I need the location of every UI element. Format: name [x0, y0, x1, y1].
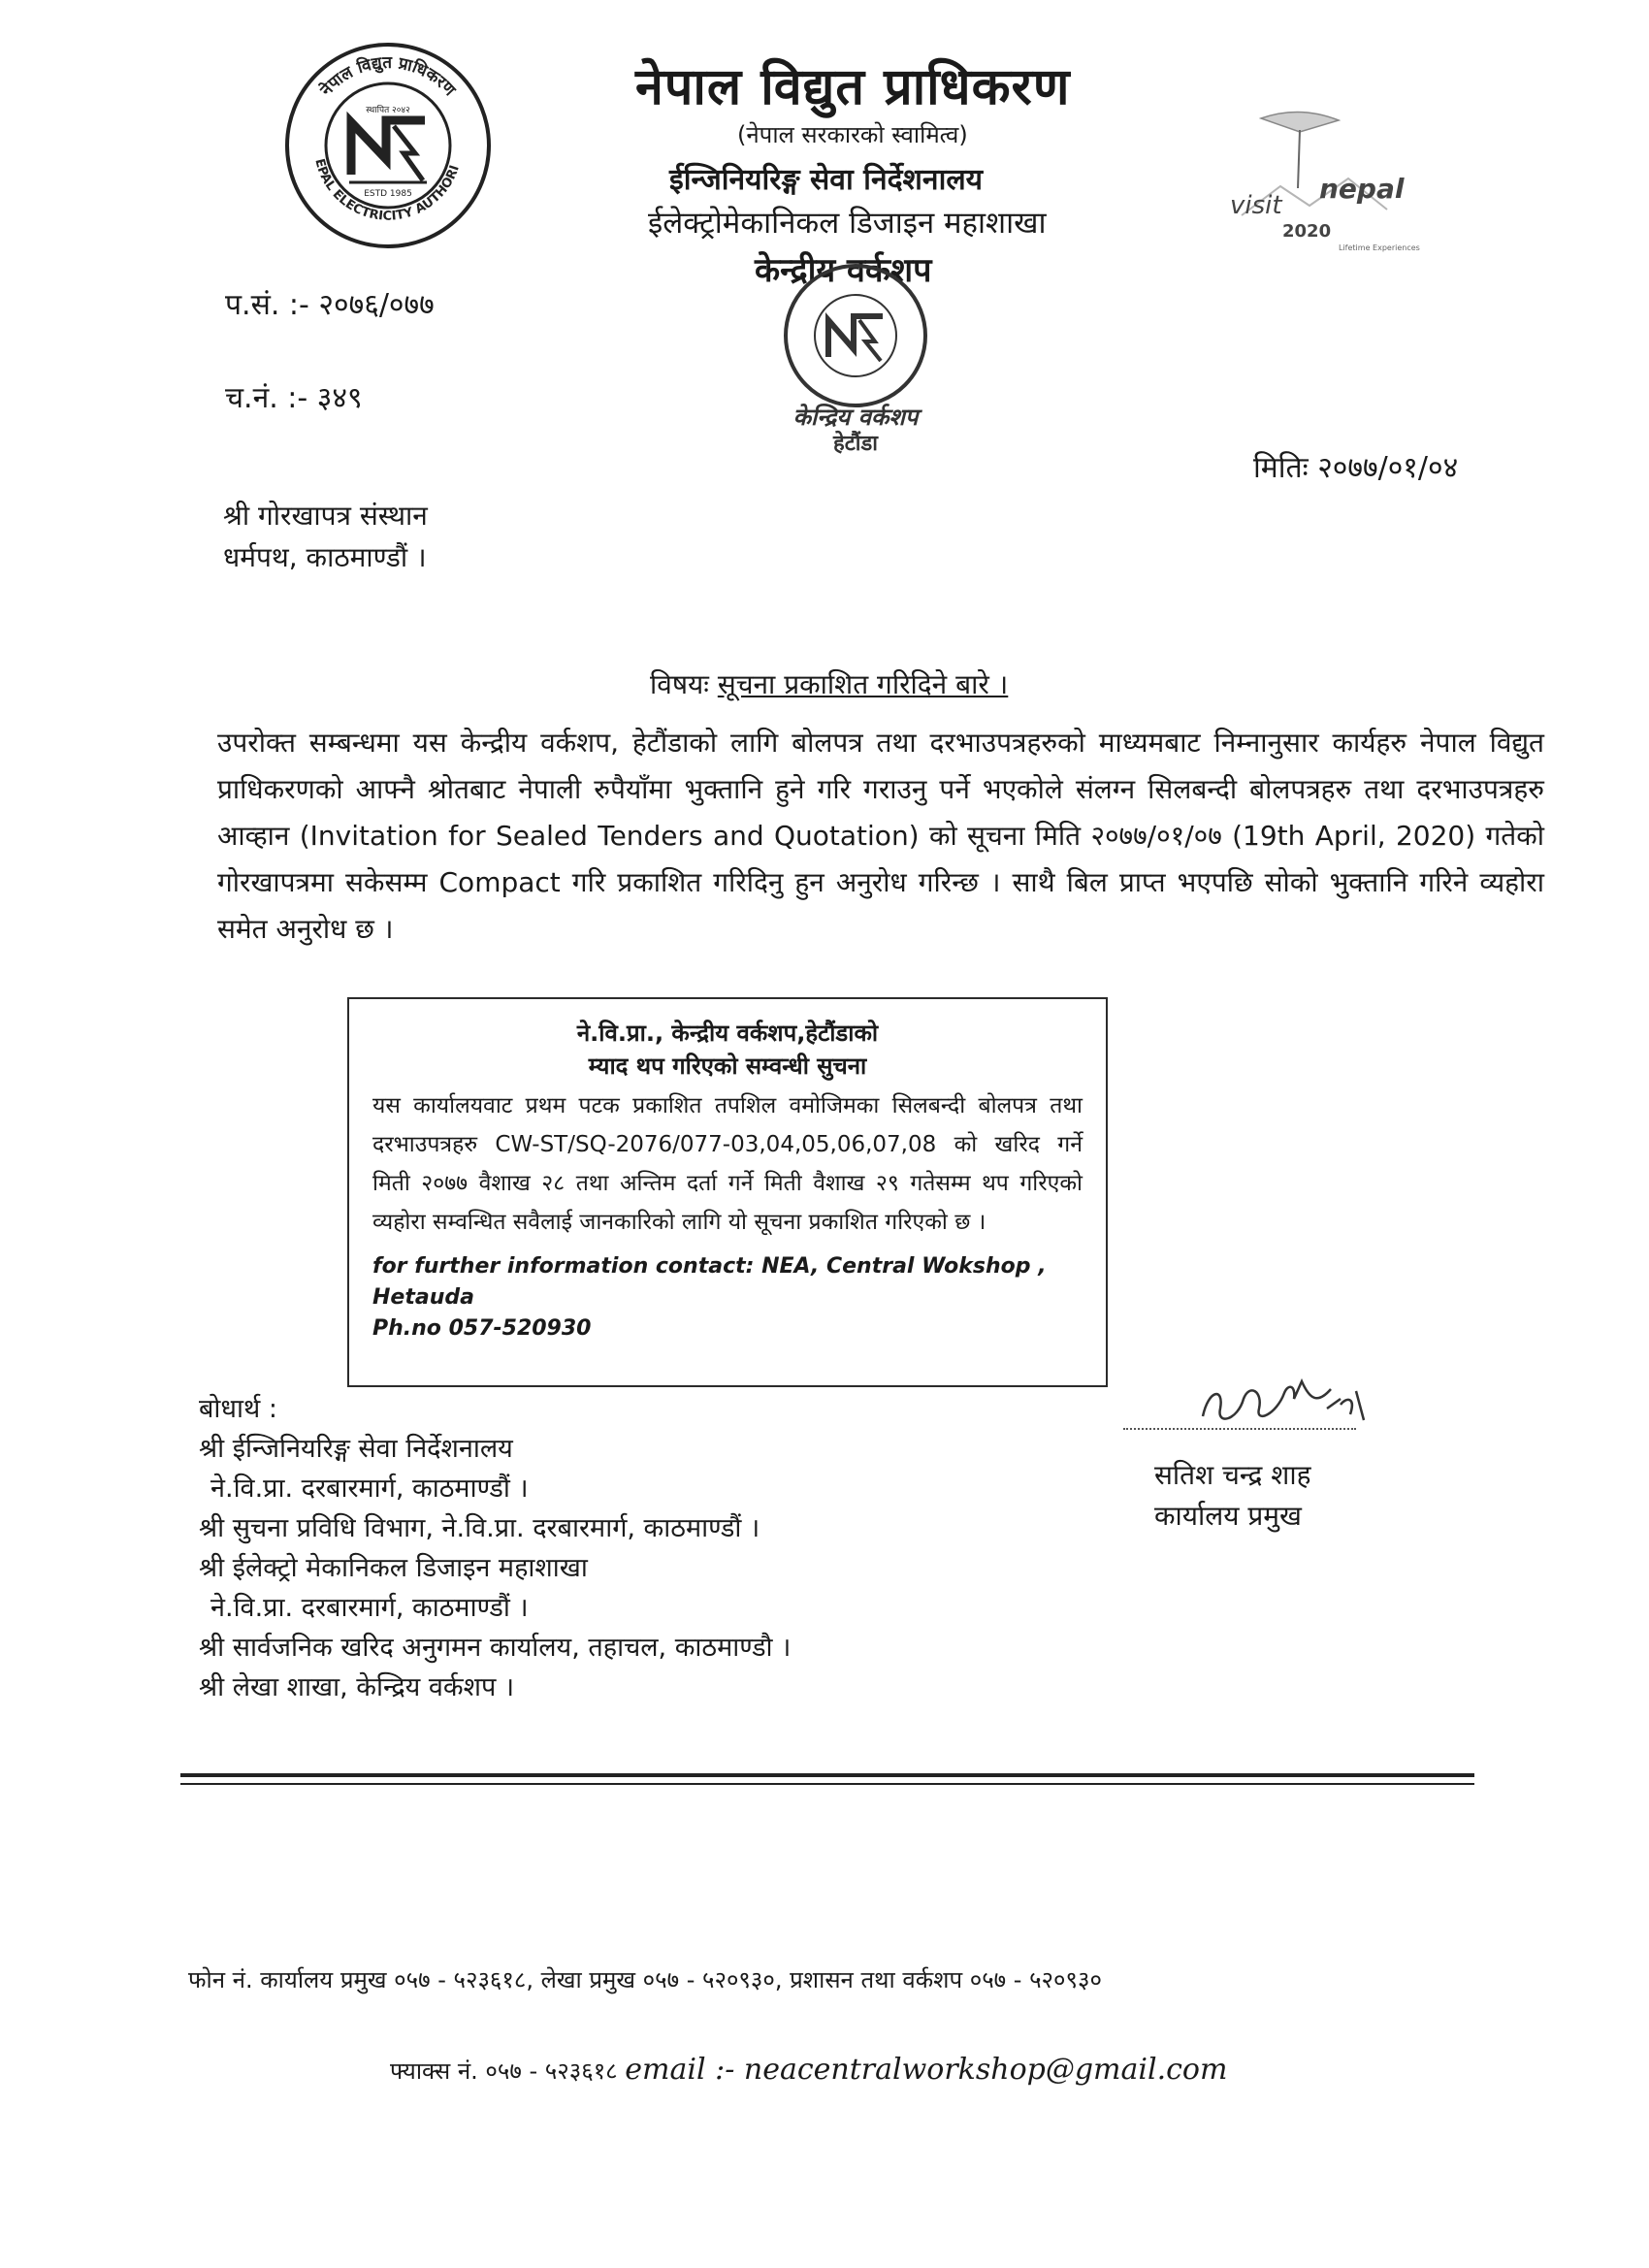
date-value: २०७७/०१/०४: [1317, 451, 1459, 485]
recipient-line2: धर्मपथ, काठमाण्डौं ।: [223, 541, 427, 573]
notice-box: [347, 997, 1108, 1387]
seal-line2: हेटौंडा: [833, 432, 878, 454]
recipient-line1: श्री गोरखापत्र संस्थान: [223, 500, 428, 532]
lightning-icon: [394, 126, 423, 180]
subject-label: विषयः: [650, 668, 709, 700]
logo-estd: ESTD 1985: [364, 189, 412, 199]
notice-contact-1: for further information contact: NEA, Central Wokshop , Hetauda: [372, 1254, 1047, 1310]
org-ownership: (नेपाल सरकारको स्वामित्व): [737, 121, 968, 148]
reference-number: [225, 283, 435, 323]
nea-logo: [281, 39, 495, 252]
recipient-address: [223, 495, 428, 578]
visit-tagline: Lifetime Experiences: [1339, 243, 1420, 252]
visit-nepal-logo: [1222, 109, 1436, 283]
body-paragraph: उपरोक्त सम्बन्धमा यस केन्द्रीय वर्कशप, हेटौंडाको लागि बोलपत्र तथा दरभाउपत्रहरुको माध्यमबाट निम्नानुसार कार्यहरु नेपाल विद्युत प्राधिकरणको आफ्नै श्रोतबाट नेपाली रुपैयाँमा भुक्तानि हुने गरि गराउनु पर्ने भएकोले संलग्न सिलबन्दी बोलपत्रहरु तथा दरभाउपत्रहरु आव्हान (Invitation for Sealed Tenders and Quotation) को सूचना मिति २०७७/०१/०७ (19th April, 2020) गतेको गोरखापत्रमा सकेसम्म Compact गरि प्रकाशित गरिदिनु हुन अनुरोध गरिन्छ । साथै बिल प्राप्त भएपछि सोको भुक्तानि गरिने व्यहोरा समेत अनुरोध छ ।: [217, 727, 1544, 945]
signature-line: [1123, 1428, 1356, 1430]
dispatch-number: [225, 376, 363, 416]
cc-line: श्री सार्वजनिक खरिद अनुगमन कार्यालय, तहाचल, काठमाण्डौ ।: [199, 1633, 792, 1663]
workshop-name: केन्द्रीय वर्कशप: [755, 251, 932, 290]
seal-line1: केन्द्रिय वर्कशप: [792, 404, 919, 431]
letter-body: [217, 720, 1544, 953]
signatory-title: कार्यालय प्रमुख: [1154, 1500, 1302, 1532]
branch-name: ईलेक्ट्रोमेकानिकल डिजाइन महाशाखा: [648, 206, 1047, 241]
footer-divider: [180, 1773, 1474, 1777]
notice-title-1: ने.वि.प्रा., केन्द्रीय वर्कशप,हेटौंडाको: [576, 1020, 879, 1047]
cc-list: [199, 1389, 791, 1707]
footer-divider-thin: [180, 1783, 1474, 1785]
ref-value: २०७६/०७७: [318, 288, 435, 322]
date-label: मितिः: [1253, 451, 1309, 485]
subject-line: [650, 665, 1008, 702]
office-seal: [768, 260, 943, 454]
notice-contact-2: Ph.no 057-520930: [372, 1316, 592, 1341]
letter-date: [1253, 446, 1458, 486]
visit-year: 2020: [1282, 221, 1332, 242]
org-title: नेपाल विद्युत प्राधिकरण: [635, 58, 1071, 116]
cc-line: श्री ईन्जिनियरिङ्ग सेवा निर्देशनालय: [199, 1434, 513, 1464]
cc-label: बोधार्थ :: [199, 1394, 277, 1424]
umbrella-icon: [1261, 112, 1339, 132]
visit-text: visit: [1230, 191, 1282, 220]
cc-line: श्री लेखा शाखा, केन्द्रिय वर्कशप ।: [199, 1672, 515, 1702]
notice-title-2: म्याद थप गरिएको सम्वन्धी सुचना: [588, 1053, 867, 1080]
signatory-name: सतिश चन्द्र शाह: [1154, 1459, 1311, 1491]
notice-body: यस कार्यालयवाट प्रथम पटक प्रकाशित तपशिल वमोजिमका सिलबन्दी बोलपत्र तथा दरभाउपत्रहरु CW-ST/SQ-2076/077-03,04,05,06,07,08 को खरिद गर्ने मिती २०७७ वैशाख २८ तथा अन्तिम दर्ता गर्ने मिती वैशाख २९ गतेसम्म थप गरिएको व्यहोरा सम्वन्धित सवैलाई जानकारिको लागि यो सूचना प्रकाशित गरिएको छ ।: [372, 1093, 1083, 1235]
dispatch-value: ३४९: [316, 381, 363, 415]
footer-fax: फ्याक्स नं. ०५७ - ५२३६१८: [390, 2057, 618, 2085]
logo-text-top: नेपाल विद्युत प्राधिकरण: [316, 52, 460, 101]
ref-label: प.सं. :-: [225, 288, 309, 322]
nepal-text: nepal: [1319, 173, 1405, 205]
subject-text: सूचना प्रकाशित गरिदिने बारे ।: [717, 668, 1009, 700]
footer-contact: [390, 2053, 1227, 2087]
cc-line: ने.वि.प्रा. दरबारमार्ग, काठमाण्डौं ।: [210, 1474, 529, 1504]
cc-line: श्री ईलेक्ट्रो मेकानिकल डिजाइन महाशाखा: [199, 1553, 588, 1583]
directorate-name: ईन्जिनियरिङ्ग सेवा निर्देशनालय: [669, 163, 984, 197]
dispatch-label: च.नं. :-: [225, 381, 308, 415]
seal-lightning-icon: [859, 320, 881, 361]
footer-email: email :- neacentralworkshop@gmail.com: [625, 2053, 1228, 2087]
cc-line: श्री सुचना प्रविधि विभाग, ने.वि.प्रा. दरबारमार्ग, काठमाण्डौं ।: [199, 1513, 760, 1543]
logo-year: स्थापित २०४२: [366, 106, 410, 115]
cc-line: ने.वि.प्रा. दरबारमार्ग, काठमाण्डौं ।: [210, 1593, 529, 1623]
logo-text-bottom: EPAL ELECTRICITY AUTHORI: [311, 157, 463, 224]
signatory-block: [1154, 1455, 1310, 1537]
footer-phone: फोन नं. कार्यालय प्रमुख ०५७ - ५२३६१८, लेखा प्रमुख ०५७ - ५२०९३०, प्रशासन तथा वर्कशप ०५७ - ५२०९३०: [188, 1966, 1102, 1993]
